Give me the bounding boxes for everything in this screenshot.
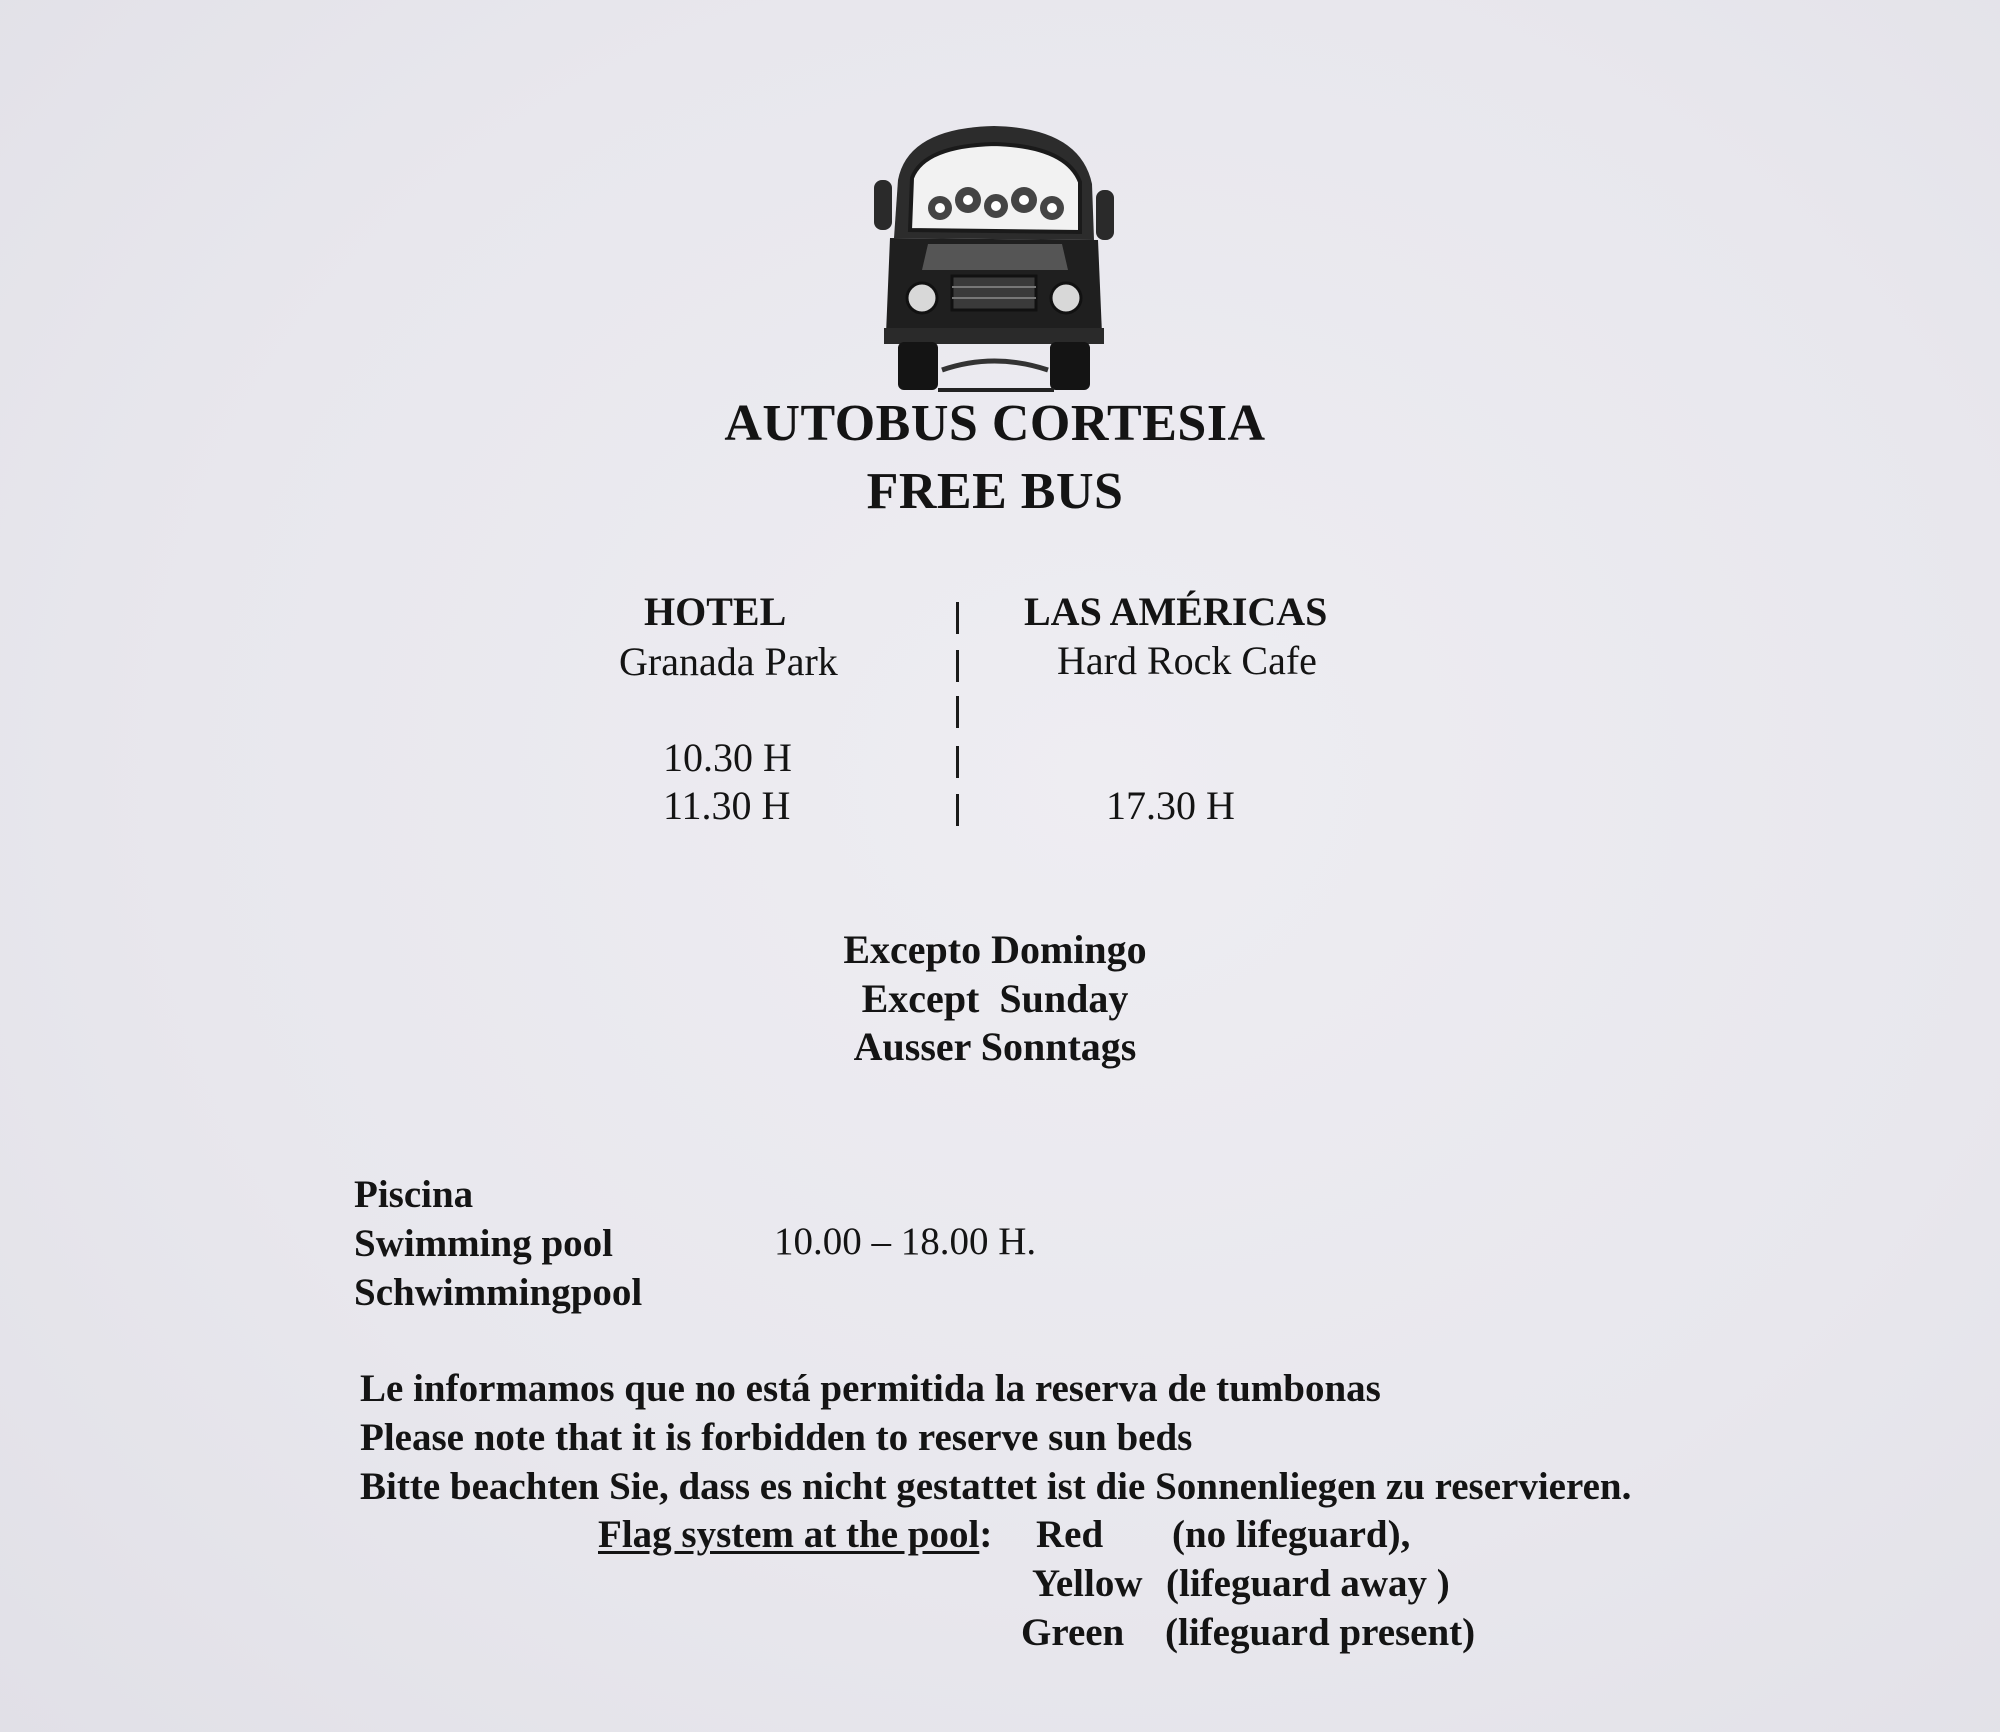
column-divider xyxy=(956,746,959,778)
left-column-place: Granada Park xyxy=(619,639,838,684)
bus-icon xyxy=(868,120,1120,392)
flag-color: Green xyxy=(1021,1611,1125,1654)
return-time: 17.30 H xyxy=(1106,783,1235,828)
column-divider xyxy=(956,794,959,826)
exception-line: Except Sunday xyxy=(861,976,1129,1021)
flag-meaning: (no lifeguard), xyxy=(1172,1513,1411,1556)
pool-hours: 10.00 – 18.00 H. xyxy=(774,1220,1037,1263)
notice-line: Le informamos que no está permitida la reserva de tumbonas xyxy=(360,1367,1381,1410)
right-column-place: Hard Rock Cafe xyxy=(1057,638,1317,683)
column-divider xyxy=(956,602,959,634)
flag-meaning: (lifeguard away ) xyxy=(1166,1562,1450,1605)
right-column-heading: LAS AMÉRICAS xyxy=(1024,589,1328,634)
notice-line: Please note that it is forbidden to reserve sun beds xyxy=(360,1416,1193,1459)
flag-color: Yellow xyxy=(1032,1562,1143,1605)
pool-label: Schwimmingpool xyxy=(354,1271,643,1314)
pool-label: Swimming pool xyxy=(354,1222,613,1265)
column-divider xyxy=(956,650,959,682)
page-subtitle: FREE BUS xyxy=(866,463,1124,520)
flag-system-heading xyxy=(598,1515,992,1554)
departure-time: 11.30 H xyxy=(663,783,791,828)
exception-line: Ausser Sonntags xyxy=(853,1024,1137,1069)
flag-meaning: (lifeguard present) xyxy=(1165,1611,1476,1654)
left-column-heading: HOTEL xyxy=(644,589,787,634)
column-divider xyxy=(956,696,959,728)
flag-color: Red xyxy=(1036,1513,1104,1556)
flag-system-label: Flag system at the pool xyxy=(598,1513,980,1556)
departure-time: 10.30 H xyxy=(663,735,792,780)
notice-line: Bitte beachten Sie, dass es nicht gestattet ist die Sonnenliegen zu reservieren. xyxy=(360,1465,1632,1508)
page-title: AUTOBUS CORTESIA xyxy=(724,395,1266,452)
exception-line: Excepto Domingo xyxy=(843,927,1147,972)
flag-system-colon: : xyxy=(979,1513,993,1556)
pool-label: Piscina xyxy=(354,1173,474,1216)
